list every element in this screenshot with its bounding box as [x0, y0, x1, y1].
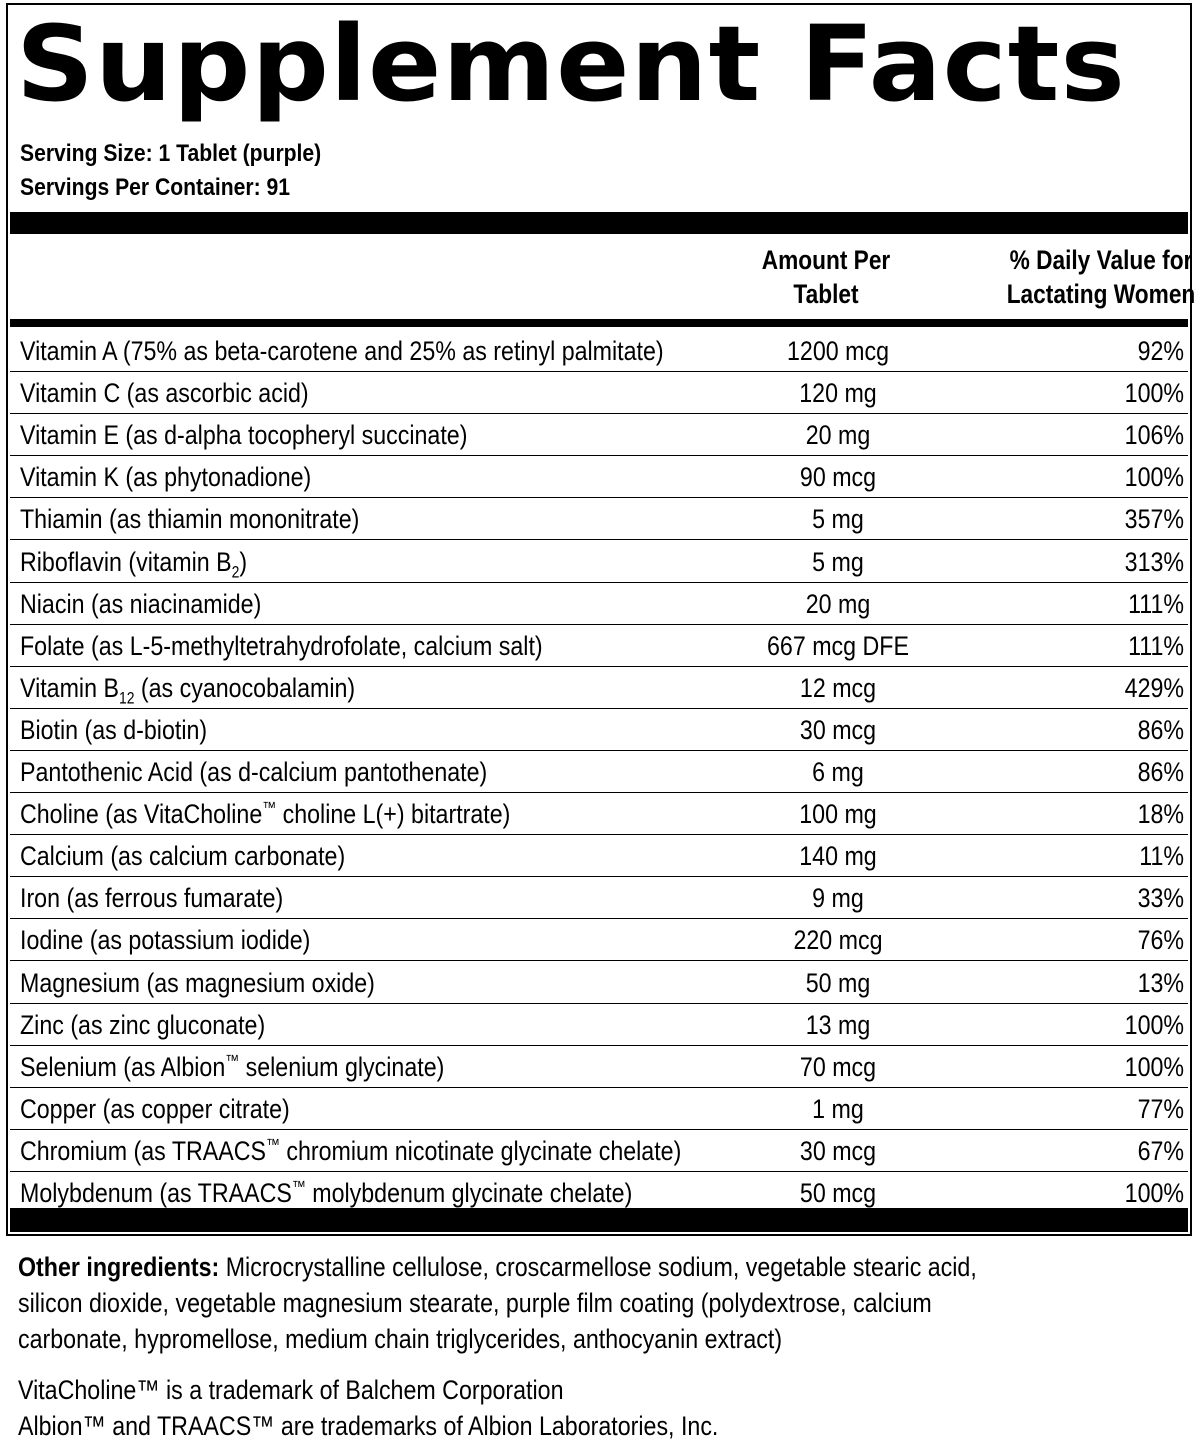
table-row: [10, 371, 1188, 414]
table-row: [10, 708, 1188, 751]
panel-title: Supplement Facts: [16, 3, 1126, 125]
nutrient-name: Folate (as L-5-methyltetrahydrofolate, calcium salt): [20, 630, 543, 661]
nutrient-name: Copper (as copper citrate): [20, 1093, 290, 1124]
amount-per-tablet: 20 mg: [805, 588, 871, 619]
table-row: [10, 413, 1188, 456]
amount-per-tablet: 6 mg: [812, 757, 864, 787]
daily-value: 111%: [1128, 630, 1184, 661]
amount-per-tablet: 120 mg: [799, 378, 877, 409]
table-row: [10, 1171, 1188, 1213]
nutrient-name: Molybdenum (as TRAACS™ molybdenum glycinate chelate): [20, 1178, 633, 1208]
daily-value: 86%: [1137, 757, 1184, 787]
nutrient-name: Riboflavin (vitamin $B_2$): [20, 546, 248, 581]
daily-value: 313%: [1124, 546, 1184, 577]
daily-value: 11%: [1139, 841, 1184, 872]
table-row: [10, 1003, 1188, 1046]
daily-value: 13%: [1137, 967, 1184, 998]
amount-per-tablet: 100 mg: [799, 799, 877, 830]
daily-value: 67%: [1137, 1135, 1184, 1166]
daily-value: 100%: [1124, 378, 1184, 409]
daily-value: 106%: [1124, 420, 1184, 451]
daily-value: 33%: [1137, 883, 1184, 914]
nutrient-name: Pantothenic Acid (as d-calcium pantothenate): [20, 757, 488, 787]
thick-divider-top: [10, 212, 1188, 234]
nutrient-name: Vitamin E (as d-alpha tocopheryl succinate): [20, 420, 468, 451]
amount-per-tablet: 70 mcg: [799, 1051, 877, 1082]
nutrient-name: Vitamin A (75% as beta-carotene and 25% as retinyl palmitate): [20, 336, 664, 366]
amount-per-tablet: 50 mg: [805, 967, 871, 998]
daily-value: 429%: [1124, 672, 1184, 703]
daily-value: 100%: [1124, 1009, 1184, 1040]
other-ingredients-text: Microcrystalline cellulose, croscarmellose sodium, vegetable stearic acid, silicon dioxide, vegetable magnesium stearate, purple film coating (polydextrose, calcium carbonate, hypromellose, medium chain triglycerides, anthocyanin extract): [18, 1252, 977, 1354]
amount-per-tablet: 140 mg: [799, 841, 877, 872]
table-row: [10, 582, 1188, 625]
other-ingredients: [18, 1249, 1033, 1357]
nutrient-name: Biotin (as d-biotin): [20, 714, 208, 745]
servings-per-container: Servings Per Container: 91: [20, 174, 290, 201]
nutrient-name: Choline (as VitaCholine™ choline L(+) bitartrate): [20, 799, 511, 830]
daily-value: 100%: [1124, 1178, 1184, 1208]
nutrient-name: Vitamin $B_{12}$ (as cyanocobalamin): [20, 672, 356, 708]
nutrient-name: Iodine (as potassium iodide): [20, 925, 311, 956]
amount-per-tablet: 12 mcg: [799, 672, 877, 703]
amount-per-tablet: 5 mg: [812, 546, 864, 577]
table-row: [10, 918, 1188, 961]
table-row: [10, 666, 1188, 709]
serving-size: Serving Size: 1 Tablet (purple): [20, 140, 322, 167]
nutrient-name: Vitamin K (as phytonadione): [20, 462, 312, 493]
daily-value: 111%: [1128, 588, 1184, 619]
daily-value: 100%: [1124, 1051, 1184, 1082]
nutrient-name: Selenium (as Albion™ selenium glycinate): [20, 1051, 445, 1082]
daily-value: 100%: [1124, 462, 1184, 493]
thick-divider-bottom: [10, 1208, 1188, 1232]
nutrient-name: Vitamin C (as ascorbic acid): [20, 378, 309, 409]
amount-per-tablet: 30 mcg: [799, 1135, 877, 1166]
table-row: [10, 497, 1188, 540]
nutrient-name: Iron (as ferrous fumarate): [20, 883, 284, 914]
table-row: [10, 624, 1188, 667]
daily-value: 86%: [1137, 714, 1184, 745]
amount-per-tablet: 667 mcg DFE: [767, 630, 909, 661]
table-row: [10, 834, 1188, 877]
amount-per-tablet: 9 mg: [812, 883, 864, 914]
trademark-note: Albion™ and TRAACS™ are trademarks of Albion Laboratories, Inc.: [18, 1411, 719, 1441]
amount-per-tablet: 220 mcg: [793, 925, 883, 956]
amount-per-tablet: 1 mg: [812, 1093, 864, 1124]
daily-value: 77%: [1137, 1093, 1184, 1124]
nutrient-name: Thiamin (as thiamin mononitrate): [20, 504, 360, 535]
amount-per-tablet: 50 mcg: [799, 1178, 877, 1208]
nutrient-name: Niacin (as niacinamide): [20, 588, 262, 619]
daily-value: 18%: [1137, 799, 1184, 830]
amount-column-header: Amount Per Tablet: [761, 245, 891, 309]
amount-per-tablet: 90 mcg: [799, 462, 877, 493]
daily-value: 357%: [1124, 504, 1184, 535]
table-row: [10, 540, 1188, 583]
daily-value: 92%: [1137, 336, 1184, 366]
table-row: [10, 961, 1188, 1004]
table-row: [10, 1087, 1188, 1130]
nutrient-name: Calcium (as calcium carbonate): [20, 841, 346, 872]
table-row: [10, 750, 1188, 793]
table-row: [10, 1045, 1188, 1088]
nutrient-name: Magnesium (as magnesium oxide): [20, 967, 375, 998]
supplement-facts-panel: [6, 3, 1196, 1236]
amount-per-tablet: 30 mcg: [799, 714, 877, 745]
amount-per-tablet: 5 mg: [812, 504, 864, 535]
nutrient-name: Chromium (as TRAACS™ chromium nicotinate glycinate chelate): [20, 1135, 682, 1166]
table-row: [10, 1129, 1188, 1172]
table-row: [10, 792, 1188, 835]
table-row: [10, 329, 1188, 372]
other-ingredients-label: Other ingredients:: [18, 1252, 220, 1282]
trademark-note: VitaCholine™ is a trademark of Balchem Corporation: [18, 1375, 564, 1405]
medium-divider: [10, 319, 1188, 327]
nutrient-name: Zinc (as zinc gluconate): [20, 1009, 266, 1040]
daily-value-column-header: % Daily Value for Lactating Women: [1006, 245, 1196, 309]
daily-value: 76%: [1137, 925, 1184, 956]
trademark-notes: [18, 1372, 1033, 1444]
amount-per-tablet: 13 mg: [805, 1009, 871, 1040]
table-row: [10, 876, 1188, 919]
table-row: [10, 455, 1188, 498]
amount-per-tablet: 1200 mcg: [787, 336, 889, 366]
amount-per-tablet: 20 mg: [805, 420, 871, 451]
